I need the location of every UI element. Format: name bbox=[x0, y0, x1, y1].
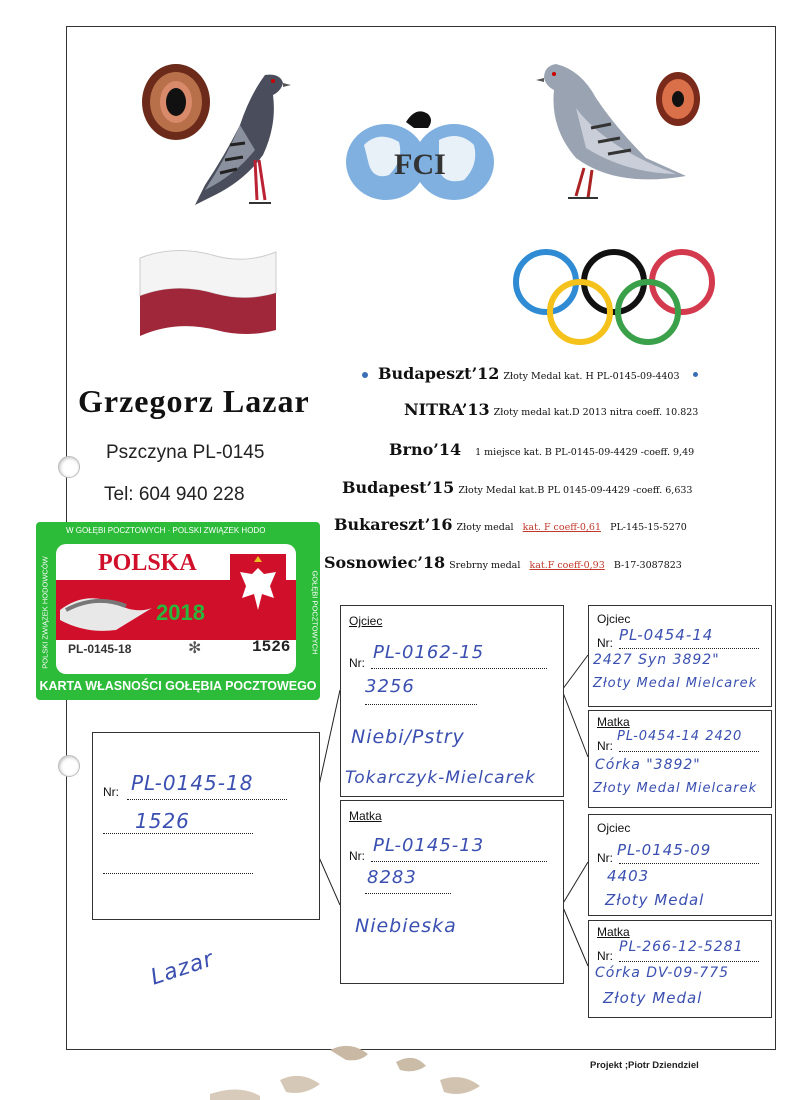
handwritten-line: Córka "3892" bbox=[595, 757, 701, 773]
dotted-line bbox=[619, 751, 759, 752]
handwritten-ring: PL-266-12-5281 bbox=[619, 939, 744, 955]
card-side-text: GOŁĘBI POCZTOWYCH bbox=[310, 570, 320, 655]
nr-label: Nr: bbox=[597, 739, 613, 753]
pedigree-sire-dam-box bbox=[588, 710, 772, 808]
snowflake-icon: ✻ bbox=[188, 640, 202, 657]
signature: Lazar bbox=[147, 946, 218, 991]
nr-label: Nr: bbox=[349, 656, 365, 670]
achievement-category: kat. F coeff-0,61 bbox=[522, 522, 601, 533]
achievement-ring: B-17-3087823 bbox=[613, 560, 682, 571]
dotted-line bbox=[619, 648, 759, 649]
breeder-city: Pszczyna PL-0145 bbox=[106, 442, 265, 463]
handwritten-line: 4403 bbox=[607, 867, 650, 885]
handwritten-line: Złoty Medal Mielcarek bbox=[593, 676, 758, 691]
card-ring: PL-0145-18 bbox=[68, 642, 132, 656]
handwritten-breeder: Tokarczyk-Mielcarek bbox=[345, 768, 536, 788]
dotted-line bbox=[127, 799, 287, 800]
nr-label: Nr: bbox=[103, 785, 119, 799]
breeder-phone: Tel: 604 940 228 bbox=[104, 484, 245, 505]
achievement-place: NITRA’13 bbox=[404, 400, 490, 419]
achievement-category: kat.F coeff-0,93 bbox=[529, 560, 605, 571]
dam-label: Matka bbox=[349, 809, 382, 823]
dam-label: Matka bbox=[597, 925, 630, 939]
card-title: KARTA WŁASNOŚCI GOŁĘBIA POCZTOWEGO bbox=[39, 679, 317, 693]
achievement-ring: PL-145-15-5270 bbox=[610, 522, 687, 533]
card-side-text: POLSKI ZWIĄZEK HODOWCÓW bbox=[40, 556, 50, 669]
handwritten-line: Złoty Medal bbox=[603, 989, 703, 1007]
nr-label: Nr: bbox=[349, 849, 365, 863]
pedigree-subject-box bbox=[92, 732, 320, 920]
achievement-detail: Złoty Medal kat.B PL 0145-09-4429 -coeff. 6,633 bbox=[458, 485, 693, 496]
sire-label: Ojciec bbox=[349, 614, 383, 628]
handwritten-ring: PL-0145-09 bbox=[617, 841, 712, 859]
dotted-line bbox=[365, 893, 451, 894]
dotted-line bbox=[365, 704, 477, 705]
achievement-detail: Srebrny medal bbox=[449, 560, 521, 571]
paper-stain-icon bbox=[200, 1040, 540, 1100]
pedigree-sire-sire-box bbox=[588, 605, 772, 707]
footer-projekt: Projekt ;Piotr Dziendziel bbox=[590, 1060, 699, 1071]
achievement-place: Budapest’15 bbox=[342, 478, 455, 497]
achievement-detail: Złoty Medal kat. H PL-0145-09-4403 bbox=[503, 371, 680, 382]
dotted-line bbox=[619, 863, 759, 864]
achievement-place: Sosnowiec’18 bbox=[324, 553, 446, 572]
nr-label: Nr: bbox=[597, 636, 613, 650]
svg-text:FCI: FCI bbox=[394, 148, 446, 181]
achievement-place: Budapeszt’12 bbox=[378, 364, 500, 383]
dam-label: Matka bbox=[597, 715, 630, 729]
handwritten-ring: PL-0145-18 bbox=[131, 771, 254, 795]
achievement-detail: Złoty medal kat.D 2013 nitra coeff. 10.823 bbox=[493, 407, 699, 418]
handwritten-number: 3256 bbox=[365, 676, 415, 697]
handwritten-ring: PL-0145-13 bbox=[373, 835, 485, 856]
achievement-place: Brno’14 bbox=[389, 440, 462, 459]
nr-label: Nr: bbox=[597, 851, 613, 865]
nr-label: Nr: bbox=[597, 949, 613, 963]
handwritten-number: 8283 bbox=[367, 867, 417, 888]
handwritten-ring: PL-0162-15 bbox=[373, 642, 485, 663]
breeder-name: Grzegorz Lazar bbox=[78, 383, 310, 419]
dotted-line bbox=[619, 961, 759, 962]
achievement-detail: 1 miejsce kat. B PL-0145-09-4429 -coeff. 9,49 bbox=[475, 447, 695, 458]
dotted-line bbox=[103, 833, 253, 834]
dotted-line bbox=[103, 873, 253, 874]
handwritten-color: Niebieska bbox=[355, 915, 457, 937]
sire-label: Ojciec bbox=[597, 612, 631, 626]
dotted-line bbox=[371, 861, 547, 862]
handwritten-line: 2427 Syn 3892" bbox=[593, 652, 720, 668]
pedigree-sire-box bbox=[340, 605, 564, 797]
card-ring-number: 1526 bbox=[252, 638, 291, 656]
handwritten-number: 1526 bbox=[135, 809, 190, 833]
handwritten-ring: PL-0454-14 2420 bbox=[617, 729, 743, 744]
pedigree-dam-sire-box bbox=[588, 814, 772, 916]
handwritten-line: Złoty Medal bbox=[605, 891, 705, 909]
achievement-detail: Złoty medal bbox=[456, 522, 514, 533]
card-top-text: W GOŁĘBI POCZTOWYCH · POLSKI ZWIĄZEK HODO bbox=[66, 526, 266, 535]
card-country: POLSKA bbox=[98, 550, 197, 576]
handwritten-ring: PL-0454-14 bbox=[619, 626, 714, 644]
handwritten-color: Niebi/Pstry bbox=[351, 726, 465, 748]
dotted-line bbox=[371, 668, 547, 669]
sire-label: Ojciec bbox=[597, 821, 631, 835]
pedigree-dam-box bbox=[340, 800, 564, 984]
card-year: 2018 bbox=[156, 600, 205, 625]
handwritten-line: Córka DV-09-775 bbox=[595, 965, 730, 981]
pedigree-dam-dam-box bbox=[588, 920, 772, 1018]
handwritten-line: Złoty Medal Mielcarek bbox=[593, 781, 758, 796]
achievement-place: Bukareszt’16 bbox=[334, 515, 453, 534]
